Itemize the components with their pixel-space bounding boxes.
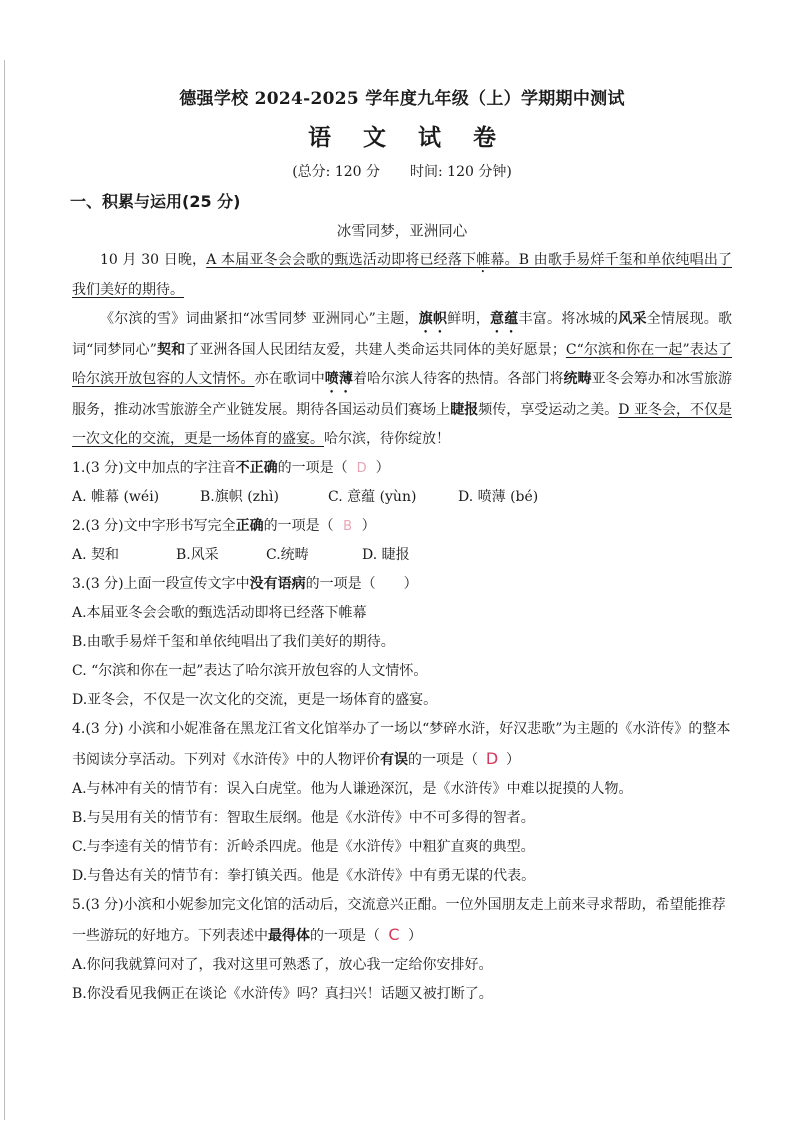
option-c: C. “尔滨和你在一起”表达了哈尔滨开放包容的人文情怀。 [72,663,428,679]
option-a: A.与林冲有关的情节有：误入白虎堂。他为人谦逊深沉，是《水浒传》中难以捉摸的人物。 [72,781,633,797]
answer-5: C [388,925,400,944]
page-edge-line [4,60,5,1120]
sentence-d: D 亚冬会，不仅是一次文化的交流，更是一场体育的盛宴。 [72,402,733,447]
answer-2: B [343,519,353,534]
option-d: D.亚冬会，不仅是一次文化的交流，更是一场体育的盛宴。 [72,692,438,708]
word-fengcai: 风采 [618,311,647,327]
sentence-b: B 由歌手易烊千玺和单依纯唱出了我们美好的期待。 [72,252,732,298]
word-yiyun: 意蕴 [490,311,519,327]
word-qizhi: 旗帜 [418,311,448,327]
option-d: D. 睫报 [362,547,410,563]
word-penbo: 喷薄 [324,371,353,387]
option-c: C. 意蕴 (yùn) [328,489,417,505]
answer-4: D [485,749,499,768]
word-qihe: 契和 [156,342,186,358]
option-a: A.本届亚冬会会歌的甄选活动即将已经落下帷幕 [72,605,367,621]
word-tongchou: 统畴 [563,371,592,387]
option-d: D.与鲁达有关的情节有：拳打镇关西。他是《水浒传》中有勇无谋的代表。 [72,868,536,884]
option-b: B.旗帜 (zhì) [200,489,279,505]
question-1-options [72,483,732,512]
school-title: 德强学校 2024-2025 学年度九年级（上）学期期中测试 [179,89,625,109]
exam-page [72,84,732,1009]
passage-paragraph-2: 《尔滨的雪》词曲紧扣“冰雪同梦 亚洲同心”主题，旗帜鲜明，意蕴丰富。将冰城的风采全情展现。歌词“同梦同心”契和了亚洲各国人民团结友爱，共建人类命运共同体的美好愿景；C“尔滨和你在一起”表达了哈尔滨开放包容的人文情怀。亦在歌词中喷薄着哈尔滨人待客的热情。各部门将统畴亚冬会筹办和冰雪旅游服务，推动冰雪旅游全产业链发展。期待各国运动员们赛场上睫报频传，享受运动之美。D 亚冬会，不仅是一次文化的交流，更是一场体育的盛宴。哈尔滨，待你绽放！ [72,311,733,447]
sentence-a: A 本届亚冬会会歌的甄选活动即将已经落下帷幕。 [206,252,519,268]
question-3: 3.(3 分)上面一段宣传文字中没有语病的一项是（ ） [72,576,418,592]
question-2: 2.(3 分)文中字形书写完全正确的一项是（ B ） [72,512,732,541]
option-c: C.统畴 [266,547,309,563]
subject-title: 语 文 试 卷 [307,124,509,151]
exam-time: 时间: 120 分钟) [410,164,512,180]
sentence-c: C“尔滨和你在一起”表达了哈尔滨开放包容的人文情怀。 [72,342,732,387]
option-d: D. 喷薄 (bé) [458,489,539,505]
word-jiebao: 睫报 [450,402,479,418]
option-b: B.与吴用有关的情节有：智取生辰纲。他是《水浒传》中不可多得的智者。 [72,810,535,826]
option-c: C.与李逵有关的情节有：沂岭杀四虎。他是《水浒传》中粗犷直爽的典型。 [72,839,535,855]
exam-meta [72,160,732,184]
option-b: B.风采 [176,547,219,563]
question-1: 1.(3 分)文中加点的字注音不正确的一项是（ D ） [72,454,732,483]
option-b: B.你没看见我俩正在谈论《水浒传》吗？真扫兴！话题又被打断了。 [72,986,493,1002]
option-a: A.你问我就算问对了，我对这里可熟悉了，放心我一定给你安排好。 [72,957,493,973]
option-b: B.由歌手易烊千玺和单依纯唱出了我们美好的期待。 [72,634,395,650]
option-a: A. 契和 [72,547,120,563]
passage-paragraph-1: 10 月 30 日晚，A 本届亚冬会会歌的甄选活动即将已经落下帷幕。B 由歌手易烊千玺和单依纯唱出了我们美好的期待。 [72,252,732,298]
question-2-options [72,541,732,570]
section-title: 一、积累与运用(25 分) [70,192,241,211]
total-score: (总分: 120 分 [292,164,380,180]
question-4: 4.(3 分) 小滨和小妮准备在黑龙江省文化馆举办了一场以“梦碎水浒，好汉悲歌”为主题的《水浒传》的整本书阅读分享活动。下列对《水浒传》中的人物评价有误的一项是（ D ） [72,715,732,775]
passage-title: 冰雪同梦，亚洲同心 [336,224,468,240]
question-5: 5.(3 分)小滨和小妮参加完文化馆的活动后，交流意兴正酣。一位外国朋友走上前来寻求帮助，希望能推荐一些游玩的好地方。下列表述中最得体的一项是（ C ） [72,891,732,951]
answer-1: D [356,461,367,476]
option-a: A. 帷幕 (wéi) [72,489,160,505]
